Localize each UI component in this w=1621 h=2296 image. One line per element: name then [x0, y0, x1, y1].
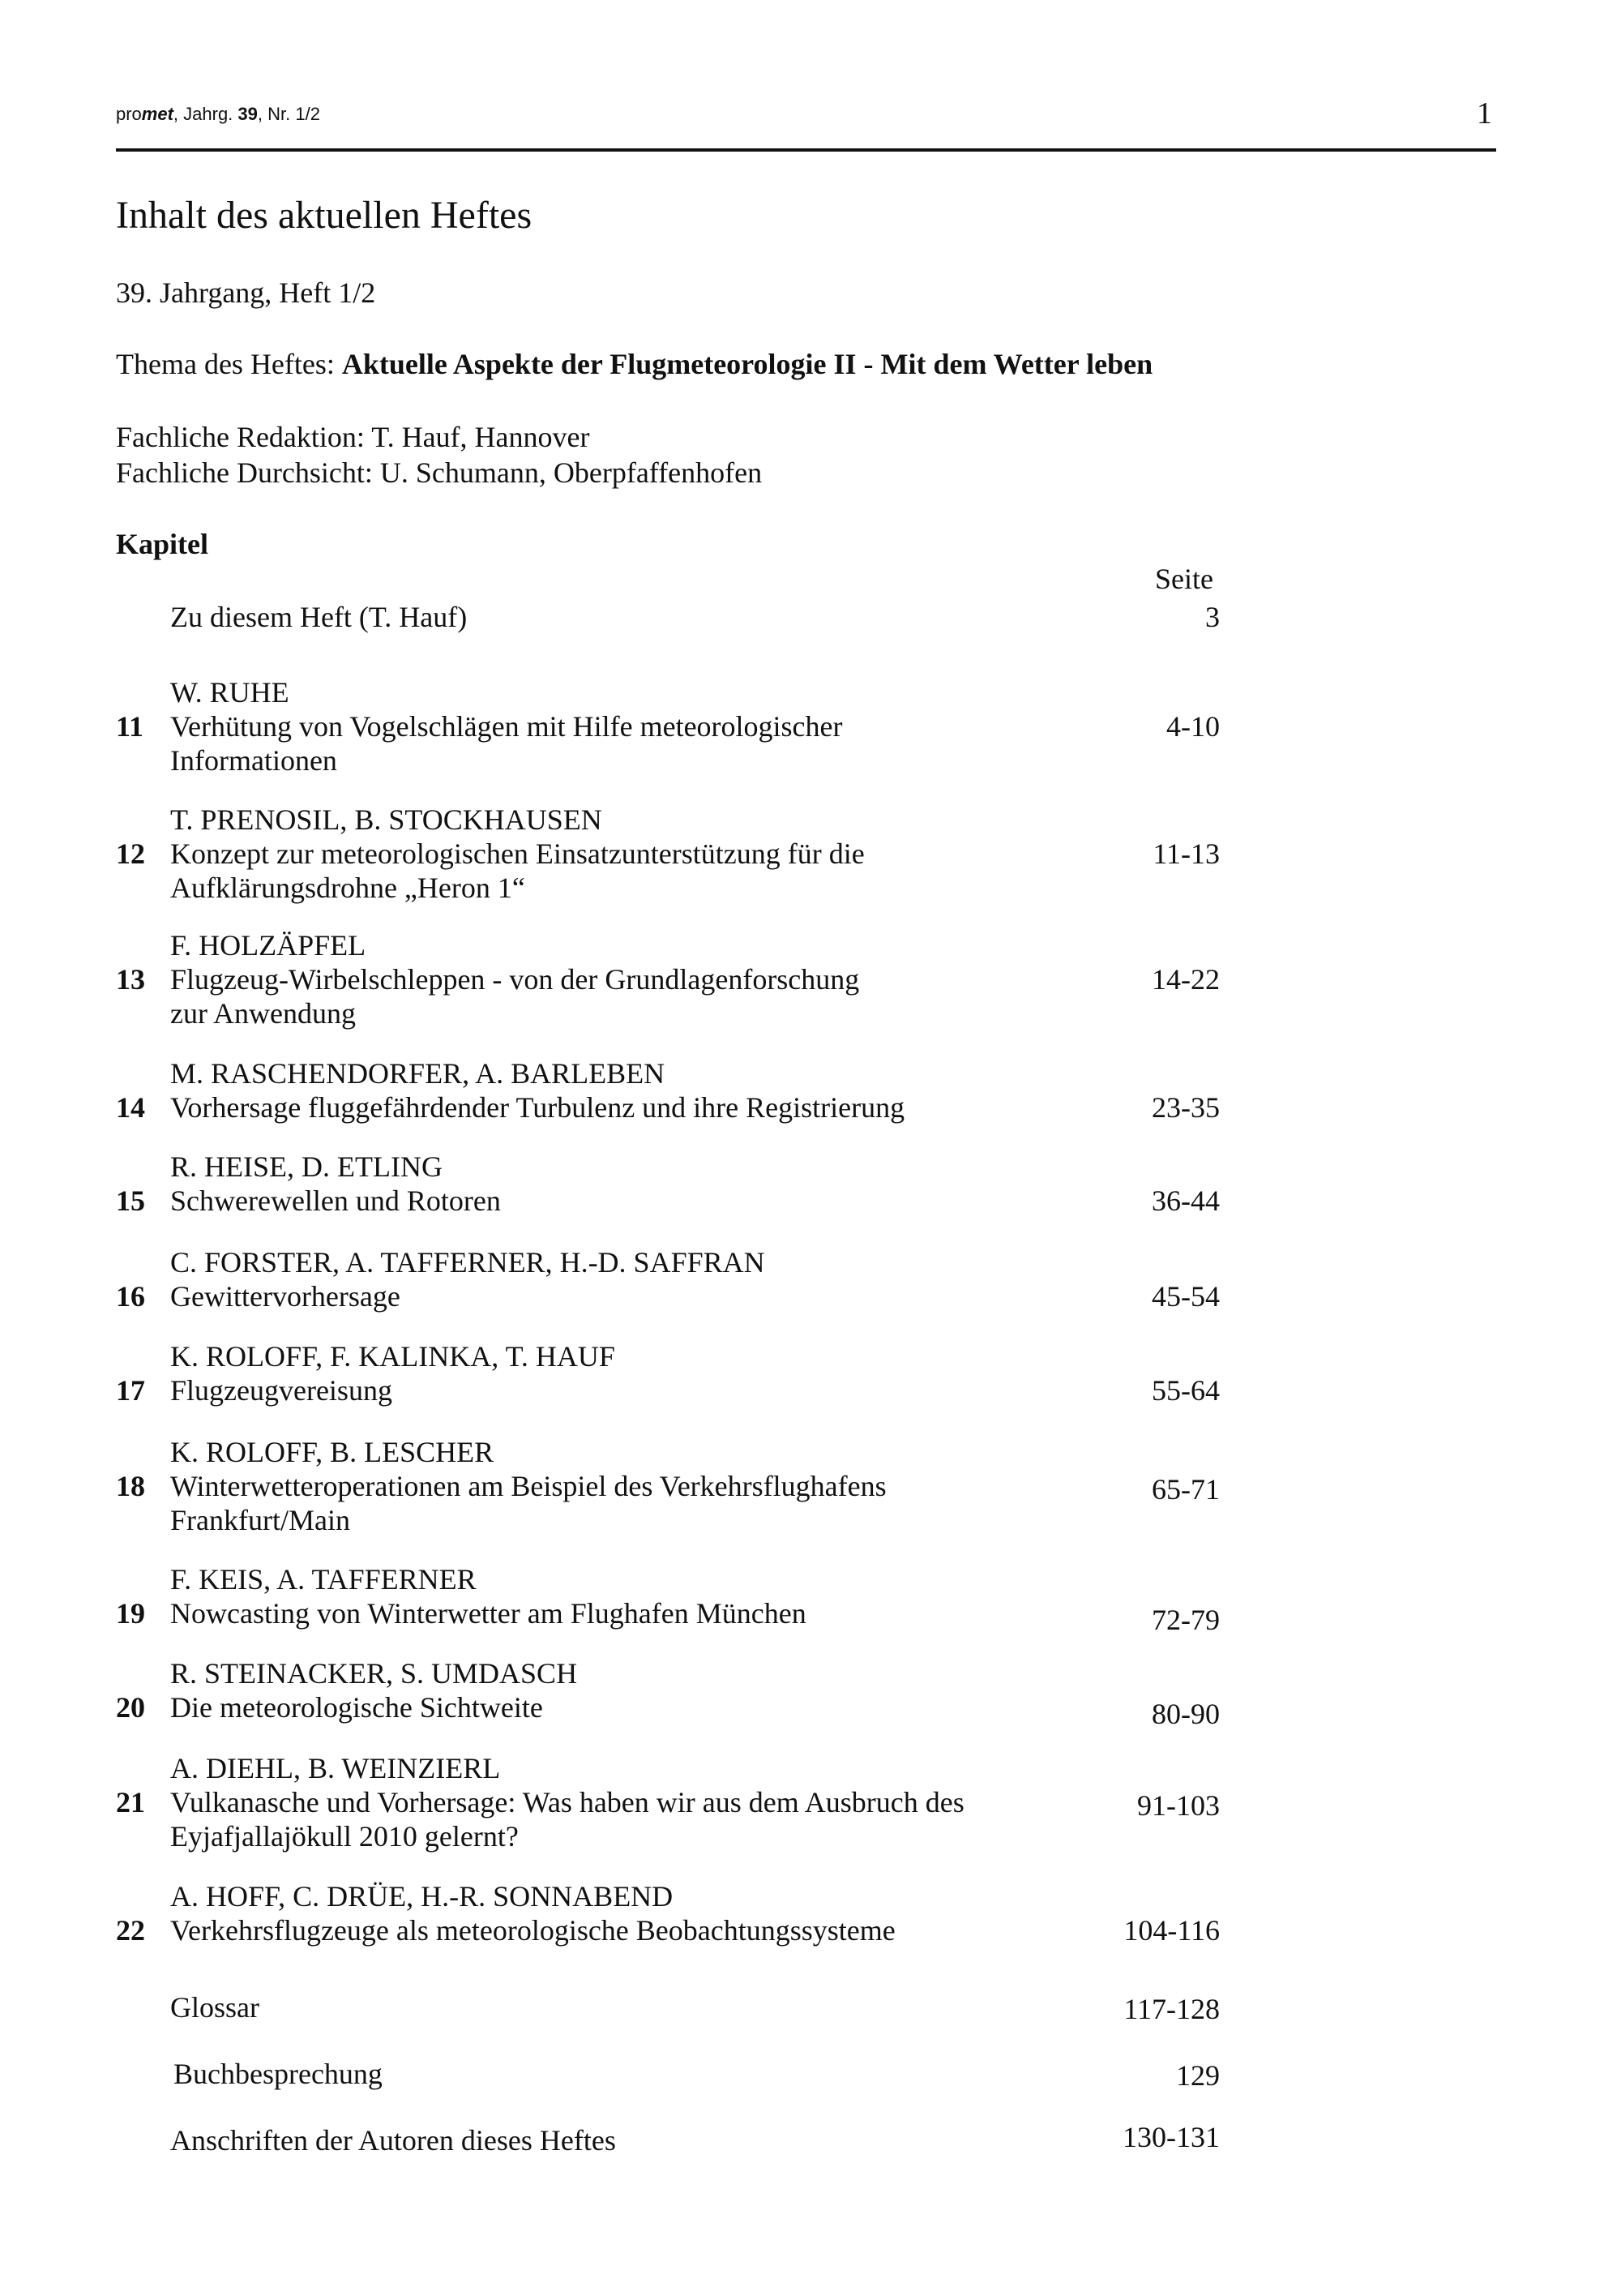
entry-pages: 23-35: [1152, 1091, 1220, 1124]
entry-title-line1: Vulkanasche und Vorhersage: Was haben wir aus dem Ausbruch des: [170, 1786, 964, 1818]
toc-intro-text: Zu diesem Heft (T. Hauf): [170, 601, 468, 633]
entry-pages: 55-64: [1152, 1374, 1220, 1407]
entry-title-line1: Flugzeugvereisung: [170, 1374, 392, 1407]
theme-label: Thema des Heftes:: [116, 348, 342, 380]
journal-rest2: , Nr. 1/2: [257, 104, 320, 124]
glossar-text: Glossar: [170, 1991, 259, 2024]
entry-pages: 80-90: [1152, 1698, 1220, 1730]
entry-number: 15: [116, 1184, 145, 1217]
anschriften-text: Anschriften der Autoren dieses Heftes: [170, 2124, 616, 2157]
entry-authors: M. RASCHENDORFER, A. BARLEBEN: [170, 1057, 665, 1090]
entry-authors: A. DIEHL, B. WEINZIERL: [170, 1752, 501, 1784]
entry-title-line1: Flugzeug-Wirbelschleppen - von der Grundlagenforschung: [170, 963, 860, 996]
entry-title-line1: Konzept zur meteorologischen Einsatzunterstützung für die: [170, 837, 865, 870]
entry-authors: A. HOFF, C. DRÜE, H.-R. SONNABEND: [170, 1880, 674, 1913]
entry-authors: F. KEIS, A. TAFFERNER: [170, 1563, 477, 1596]
entry-pages: 72-79: [1152, 1604, 1220, 1636]
journal-pro: pro: [116, 104, 142, 124]
theme-line: [116, 347, 1153, 381]
entry-number: 20: [116, 1691, 145, 1724]
entry-title-line2: Frankfurt/Main: [170, 1504, 350, 1536]
journal-volume: 39: [237, 104, 258, 124]
entry-title-line1: Gewittervorhersage: [170, 1280, 400, 1313]
kapitel-heading: Kapitel: [116, 528, 208, 560]
entry-title-line2: Informationen: [170, 744, 337, 777]
entry-pages: 104-116: [1123, 1914, 1220, 1947]
entry-pages: 45-54: [1152, 1280, 1220, 1313]
entry-number: 17: [116, 1374, 145, 1407]
journal-header: [116, 104, 320, 125]
entry-number: 22: [116, 1914, 145, 1947]
entry-authors: K. ROLOFF, F. KALINKA, T. HAUF: [170, 1340, 615, 1373]
journal-rest1: , Jahrg.: [173, 104, 238, 124]
issue-line: 39. Jahrgang, Heft 1/2: [116, 276, 376, 309]
entry-title-line1: Vorhersage fluggefährdender Turbulenz und ihre Registrierung: [170, 1091, 905, 1124]
entry-number: 16: [116, 1280, 145, 1313]
entry-number: 21: [116, 1786, 145, 1818]
entry-authors: R. STEINACKER, S. UMDASCH: [170, 1657, 578, 1690]
page-title: Inhalt des aktuellen Heftes: [116, 194, 532, 237]
entry-authors: W. RUHE: [170, 676, 289, 709]
entry-title-line2: zur Anwendung: [170, 997, 356, 1030]
entry-pages: 36-44: [1152, 1184, 1220, 1217]
entry-number: 18: [116, 1470, 145, 1502]
journal-met: met: [141, 104, 173, 124]
entry-number: 13: [116, 963, 145, 996]
entry-title-line1: Winterwetteroperationen am Beispiel des Verkehrsflughafens: [170, 1470, 887, 1502]
editor-redaktion: Fachliche Redaktion: T. Hauf, Hannover: [116, 421, 590, 453]
entry-title-line1: Verhütung von Vogelschlägen mit Hilfe meteorologischer: [170, 710, 843, 743]
anschriften-pages: 130-131: [1123, 2121, 1220, 2153]
entry-title-line1: Die meteorologische Sichtweite: [170, 1691, 543, 1724]
entry-title-line2: Aufklärungsdrohne „Heron 1“: [170, 872, 525, 904]
entry-title-line1: Verkehrsflugzeuge als meteorologische Beobachtungssysteme: [170, 1914, 896, 1947]
buch-text: Buchbesprechung: [173, 2058, 383, 2090]
editor-durchsicht: Fachliche Durchsicht: U. Schumann, Oberpfaffenhofen: [116, 456, 763, 489]
entry-number: 14: [116, 1091, 145, 1124]
entry-pages: 14-22: [1152, 963, 1220, 996]
entry-number: 12: [116, 837, 145, 870]
entry-number: 19: [116, 1597, 145, 1630]
entry-number: 11: [116, 710, 144, 743]
entry-authors: C. FORSTER, A. TAFFERNER, H.-D. SAFFRAN: [170, 1246, 765, 1279]
entry-title-line1: Nowcasting von Winterwetter am Flughafen München: [170, 1597, 806, 1630]
entry-authors: T. PRENOSIL, B. STOCKHAUSEN: [170, 803, 602, 836]
entry-title-line1: Schwerewellen und Rotoren: [170, 1184, 501, 1217]
entry-title-line2: Eyjafjallajökull 2010 gelernt?: [170, 1820, 519, 1853]
entry-pages: 91-103: [1137, 1789, 1220, 1822]
toc-intro-pages: 3: [1205, 601, 1220, 633]
buch-pages: 129: [1176, 2059, 1220, 2092]
header-rule: [116, 148, 1496, 152]
page-number: 1: [1477, 96, 1492, 131]
entry-pages: 11-13: [1153, 837, 1220, 870]
seite-heading: Seite: [1155, 563, 1213, 595]
glossar-pages: 117-128: [1123, 1993, 1220, 2025]
entry-pages: 4-10: [1166, 710, 1220, 743]
entry-authors: K. ROLOFF, B. LESCHER: [170, 1436, 494, 1468]
entry-authors: R. HEISE, D. ETLING: [170, 1150, 443, 1183]
theme-value: Aktuelle Aspekte der Flugmeteorologie II - Mit dem Wetter leben: [341, 348, 1153, 380]
entry-authors: F. HOLZÄPFEL: [170, 929, 366, 962]
entry-pages: 65-71: [1152, 1473, 1220, 1506]
